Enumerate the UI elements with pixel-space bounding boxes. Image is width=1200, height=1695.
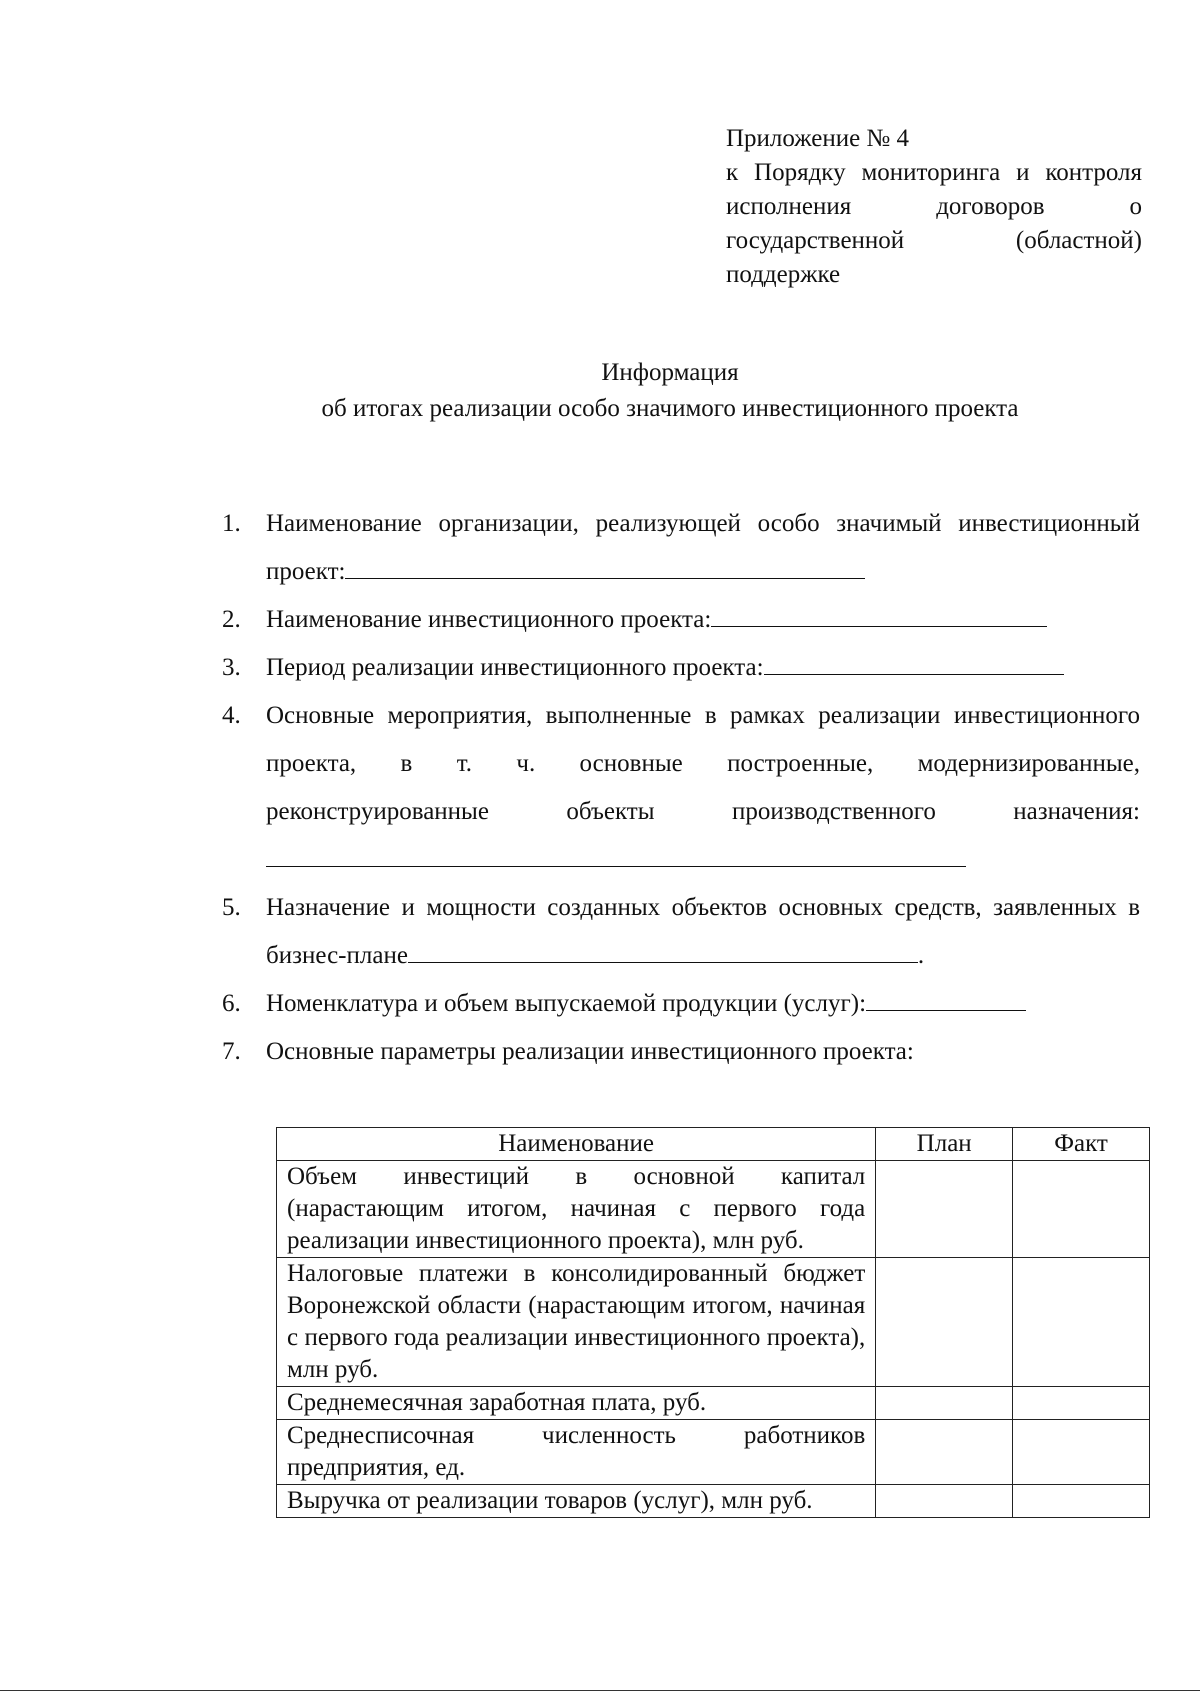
document-title (0, 355, 1200, 427)
fact-cell (1013, 1420, 1150, 1485)
document-heading: Информация (601, 359, 739, 386)
row-name: Налоговые платежи в консолидированный бюджет Воронежской области (нарастающим итогом, начиная с первого года реализации инвестиционного проекта), млн руб. (277, 1258, 876, 1387)
fill-line (266, 836, 966, 867)
table-row (277, 1420, 1150, 1485)
appendix-note (726, 122, 1142, 292)
plan-cell (876, 1161, 1013, 1258)
list-item-5 (222, 884, 1140, 980)
row-name: Объем инвестиций в основной капитал (нарастающим итогом, начиная с первого года реализации инвестиционного проекта), млн руб. (277, 1161, 876, 1258)
list-item-4 (222, 692, 1140, 884)
item-number: 3. (222, 654, 241, 681)
item-number: 5. (222, 894, 241, 921)
item-number: 6. (222, 990, 241, 1017)
parameters-table (276, 1127, 1150, 1518)
appendix-title: Приложение № 4 (726, 125, 910, 152)
table-row (277, 1161, 1150, 1258)
list-item-6 (222, 980, 1140, 1028)
item-text: Основные мероприятия, выполненные в рамках реализации инвестиционного проекта, в т. ч. основные построенные, модернизированные, реконструированные объекты производственного назначения: (266, 702, 1140, 825)
list-item-7 (222, 1028, 1140, 1076)
item-text: Назначение и мощности созданных объектов основных средств, заявленных в бизнес-плане (266, 894, 1140, 969)
item-number: 7. (222, 1038, 241, 1065)
document-subheading: об итогах реализации особо значимого инвестиционного проекта (321, 395, 1019, 422)
fact-cell (1013, 1387, 1150, 1420)
item-number: 4. (222, 702, 241, 729)
row-name: Среднесписочная численность работников предприятия, ед. (277, 1420, 876, 1485)
table-header-row (277, 1128, 1150, 1161)
fill-line (408, 932, 918, 963)
fill-line (345, 548, 865, 579)
list-item-3 (222, 644, 1140, 692)
fill-line (866, 980, 1026, 1011)
table-row (277, 1387, 1150, 1420)
row-name: Выручка от реализации товаров (услуг), млн руб. (277, 1485, 876, 1518)
fact-cell (1013, 1161, 1150, 1258)
fact-cell (1013, 1258, 1150, 1387)
item-number: 2. (222, 606, 241, 633)
fill-line (764, 644, 1064, 675)
item-text: Основные параметры реализации инвестиционного проекта: (266, 1038, 914, 1065)
item-number: 1. (222, 510, 241, 537)
list-item-1 (222, 500, 1140, 596)
appendix-body: к Порядку мониторинга и контроля исполнения договоров о государственной (областной) поддержке (726, 159, 1142, 288)
list-item-2 (222, 596, 1140, 644)
table-row (277, 1258, 1150, 1387)
fill-line (711, 596, 1047, 627)
item-list (222, 500, 1140, 1076)
plan-cell (876, 1258, 1013, 1387)
header-name: Наименование (277, 1128, 876, 1161)
plan-cell (876, 1387, 1013, 1420)
table-row (277, 1485, 1150, 1518)
page-bottom-rule (0, 1690, 1200, 1691)
header-fact: Факт (1013, 1128, 1150, 1161)
item-suffix: . (917, 942, 925, 969)
item-text: Наименование инвестиционного проекта: (266, 606, 712, 633)
plan-cell (876, 1420, 1013, 1485)
header-plan: План (876, 1128, 1013, 1161)
plan-cell (876, 1485, 1013, 1518)
item-text: Номенклатура и объем выпускаемой продукции (услуг): (266, 990, 867, 1017)
fact-cell (1013, 1485, 1150, 1518)
item-text: Период реализации инвестиционного проекта: (266, 654, 764, 681)
row-name: Среднемесячная заработная плата, руб. (277, 1387, 876, 1420)
item-text: Наименование организации, реализующей особо значимый инвестиционный проект: (266, 510, 1140, 585)
